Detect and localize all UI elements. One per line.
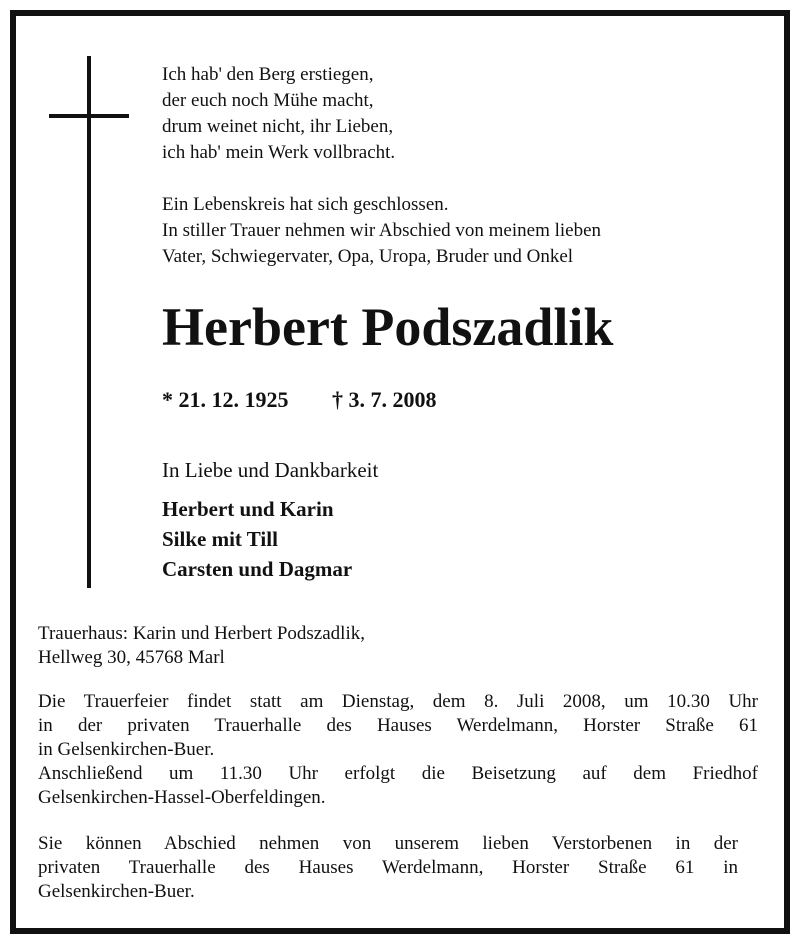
poem-line: Ich hab' den Berg erstiegen, (162, 64, 374, 85)
trauerhaus-address (38, 622, 365, 670)
poem-line: der euch noch Mühe macht, (162, 90, 374, 111)
address-line: Hellweg 30, 45768 Marl (38, 647, 225, 668)
service-line: Anschließend um 11.30 Uhr erfolgt die Beisetzung auf dem Friedhof (38, 763, 758, 784)
cross-bar (49, 114, 129, 118)
birth-date: * 21. 12. 1925 (162, 387, 289, 412)
service-line: Gelsenkirchen-Hassel-Oberfeldingen. (38, 787, 326, 808)
farewell-line: Gelsenkirchen-Buer. (38, 881, 195, 902)
thanks-line: In Liebe und Dankbarkeit (162, 458, 379, 482)
poem-line: ich hab' mein Werk vollbracht. (162, 142, 396, 163)
life-dates (162, 386, 437, 414)
family-member: Herbert und Karin (162, 497, 334, 521)
obituary-frame (10, 10, 790, 934)
poem-line: drum weinet nicht, ihr Lieben, (162, 116, 394, 137)
death-date: † 3. 7. 2008 (332, 387, 437, 412)
poem (162, 62, 395, 166)
service-line: Die Trauerfeier findet statt am Dienstag, dem 8. Juli 2008, um 10.30 Uhr (38, 691, 758, 712)
family-list (162, 494, 352, 584)
farewell-line: privaten Trauerhalle des Hauses Werdelmann, Horster Straße 61 in (38, 857, 738, 878)
intro-line: In stiller Trauer nehmen wir Abschied von meinem lieben (162, 220, 602, 241)
cross-icon (87, 56, 91, 588)
intro-line: Vater, Schwiegervater, Opa, Uropa, Bruder und Onkel (162, 246, 574, 267)
family-member: Silke mit Till (162, 527, 278, 551)
farewell-info (38, 832, 738, 904)
intro-line: Ein Lebenskreis hat sich geschlossen. (162, 194, 449, 215)
intro-text (162, 192, 601, 270)
deceased-name: Herbert Podszadlik (162, 297, 614, 357)
family-member: Carsten und Dagmar (162, 557, 353, 581)
farewell-line: Sie können Abschied nehmen von unserem lieben Verstorbenen in der (38, 833, 738, 854)
service-line: in der privaten Trauerhalle des Hauses Werdelmann, Horster Straße 61 (38, 715, 758, 736)
service-line: in Gelsenkirchen-Buer. (38, 739, 215, 760)
funeral-service-info (38, 690, 758, 810)
address-line: Trauerhaus: Karin und Herbert Podszadlik, (38, 623, 365, 644)
